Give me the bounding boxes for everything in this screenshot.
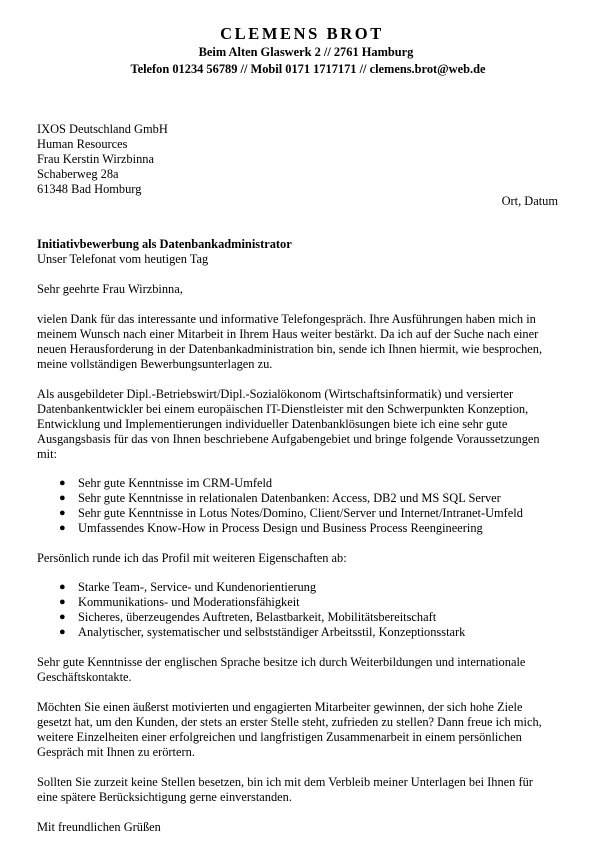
- text-line: Geschäftskontakte.: [37, 670, 132, 684]
- recipient-line: IXOS Deutschland GmbH: [37, 122, 168, 136]
- bullet-icon: ●: [59, 596, 66, 608]
- text-line: Datenbankentwickler bei einem europäischen IT-Dienstleister mit den Schwerpunkten Konzeption,: [37, 402, 529, 416]
- list-item: [37, 595, 547, 610]
- list-item-text: Kommunikations- und Moderationsfähigkeit: [78, 595, 300, 609]
- paragraph-motivation: [37, 700, 547, 760]
- list-item: [37, 580, 547, 595]
- paragraph-documents: [37, 775, 547, 805]
- text-line: Persönlich runde ich das Profil mit weiteren Eigenschaften ab:: [37, 551, 347, 565]
- list-item: [37, 625, 547, 640]
- list-item: [37, 491, 547, 506]
- text-line: weitere Einzelheiten einer erfolgreichen und langfristigen Zusammenarbeit in einem persönlichen: [37, 730, 522, 744]
- skills-list: [37, 476, 547, 536]
- paragraph-qualification: [37, 387, 547, 462]
- recipient-line: Human Resources: [37, 137, 128, 151]
- text-line: vielen Dank für das interessante und informative Telefongespräch. Ihre Ausführungen haben mich in: [37, 312, 536, 326]
- text-line: Ausgangsbasis für das von Ihnen beschriebene Aufgabengebiet und bringe folgende Voraussetzungen: [37, 432, 540, 446]
- bullet-icon: ●: [59, 477, 66, 489]
- letterhead: [0, 24, 600, 78]
- list-item-text: Sicheres, überzeugendes Auftreten, Belastbarkeit, Mobilitätsbereitschaft: [78, 610, 437, 624]
- text-line: mit:: [37, 447, 57, 461]
- list-item: [37, 610, 547, 625]
- text-line: neuen Herausforderung in der Datenbankadministration bin, sende ich Ihnen hiermit, wie besprochen,: [37, 342, 543, 356]
- bullet-icon: ●: [59, 581, 66, 593]
- text-line: meinem Wunsch nach einer Mitarbeit in Ihrem Haus weiter bestärkt. Da ich auf der Suche nach einer: [37, 327, 539, 341]
- recipient-address: [37, 122, 557, 197]
- bullet-icon: ●: [59, 492, 66, 504]
- sender-name: CLEMENS BROT: [220, 24, 384, 43]
- list-item-text: Sehr gute Kenntnisse im CRM-Umfeld: [78, 476, 273, 490]
- text-line: gesetzt hat, um den Kunden, der stets an erster Stelle steht, zufrieden zu stellen? Dann freue ich mich,: [37, 715, 542, 729]
- text-line: Gespräch mit Ihnen zu erörtern.: [37, 745, 195, 759]
- list-item: [37, 476, 547, 491]
- bullet-icon: ●: [59, 522, 66, 534]
- sender-address: Beim Alten Glaswerk 2 // 2761 Hamburg: [198, 45, 414, 59]
- recipient-line: 61348 Bad Homburg: [37, 182, 142, 196]
- subject-line: Initiativbewerbung als Datenbankadministrator: [37, 237, 292, 251]
- text-line: Sehr gute Kenntnisse der englischen Sprache besitze ich durch Weiterbildungen und internationale: [37, 655, 526, 669]
- paragraph-thanks: [37, 312, 547, 372]
- text-line: eine spätere Berücksichtigung gerne einverstanden.: [37, 790, 292, 804]
- text-line: meine vollständigen Bewerbungsunterlagen zu.: [37, 357, 273, 371]
- letter-body: [37, 237, 547, 835]
- salutation: Sehr geehrte Frau Wirzbinna,: [37, 282, 183, 296]
- closing: Mit freundlichen Grüßen: [37, 820, 161, 834]
- text-line: Sollten Sie zurzeit keine Stellen besetzen, bin ich mit dem Verbleib meiner Unterlagen bei Ihnen für: [37, 775, 533, 789]
- qualities-list: [37, 580, 547, 640]
- recipient-line: Schaberweg 28a: [37, 167, 119, 181]
- text-line: Möchten Sie einen äußerst motivierten und engagierten Mitarbeiter gewinnen, der sich hohe Ziele: [37, 700, 523, 714]
- list-item-text: Starke Team-, Service- und Kundenorientierung: [78, 580, 317, 594]
- list-item-text: Analytischer, systematischer und selbstständiger Arbeitsstil, Konzeptionsstark: [78, 625, 466, 639]
- recipient-line: Frau Kerstin Wirzbinna: [37, 152, 154, 166]
- bullet-icon: ●: [59, 626, 66, 638]
- sender-contact: Telefon 01234 56789 // Mobil 0171 1717171 // clemens.brot@web.de: [130, 62, 486, 76]
- list-item-text: Sehr gute Kenntnisse in relationalen Datenbanken: Access, DB2 und MS SQL Server: [78, 491, 501, 505]
- paragraph-profile: [37, 551, 547, 566]
- text-line: Als ausgebildeter Dipl.-Betriebswirt/Dipl.-Sozialökonom (Wirtschaftsinformatik) und versierter: [37, 387, 514, 401]
- list-item-text: Sehr gute Kenntnisse in Lotus Notes/Domino, Client/Server und Internet/Intranet-Umfeld: [78, 506, 523, 520]
- list-item-text: Umfassendes Know-How in Process Design und Business Process Reengineering: [78, 521, 483, 535]
- text-line: Entwicklung und Implementierungen individueller Datenbanklösungen biete ich eine sehr gute: [37, 417, 508, 431]
- list-item: [37, 506, 547, 521]
- bullet-icon: ●: [59, 507, 66, 519]
- place-date: Ort, Datum: [501, 194, 558, 208]
- bullet-icon: ●: [59, 611, 66, 623]
- list-item: [37, 521, 547, 536]
- paragraph-languages: [37, 655, 547, 685]
- reference-line: Unser Telefonat vom heutigen Tag: [37, 252, 209, 266]
